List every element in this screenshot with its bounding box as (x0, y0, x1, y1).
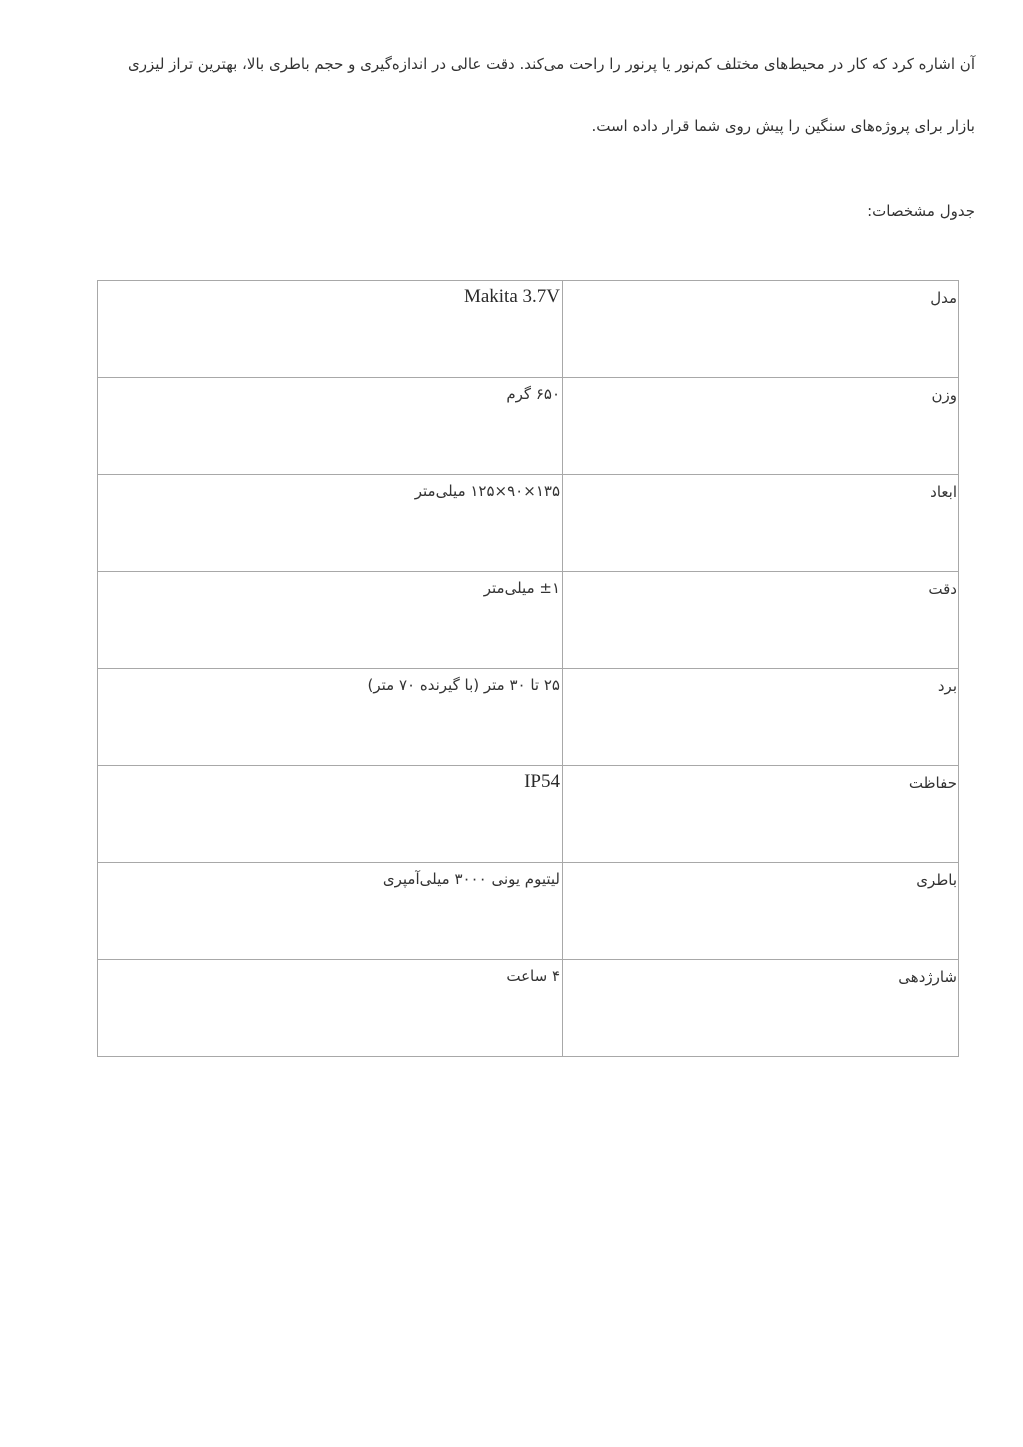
spec-value-dimensions: ۱۳۵×۹۰×۱۲۵ میلی‌متر (98, 475, 563, 572)
spec-value-model (98, 281, 563, 378)
spec-label-model: مدل (563, 281, 959, 378)
table-caption: جدول مشخصات: (867, 202, 975, 220)
specifications-table (97, 280, 959, 1057)
spec-label-weight: وزن (563, 378, 959, 475)
intro-paragraph-line-2: بازار برای پروژه‌های سنگین را پیش روی شما قرار داده است. (591, 117, 975, 135)
spec-value-protection (98, 766, 563, 863)
table-row (98, 766, 959, 863)
spec-value-model-text: Makita 3.7V (463, 286, 560, 307)
spec-value-protection-text: IP54 (524, 771, 560, 792)
table-row (98, 669, 959, 766)
spec-label-charge-time: شارژدهی (563, 960, 959, 1057)
spec-value-weight: ۶۵۰ گرم (98, 378, 563, 475)
spec-label-dimensions: ابعاد (563, 475, 959, 572)
spec-value-battery: لیتیوم یونی ۳۰۰۰ میلی‌آمپری (98, 863, 563, 960)
spec-value-range: ۲۵ تا ۳۰ متر (با گیرنده ۷۰ متر) (98, 669, 563, 766)
intro-paragraph-line-1: آن اشاره کرد که کار در محیط‌های مختلف کم‌نور یا پرنور را راحت می‌کند. دقت عالی در اندازه‌گیری و حجم باطری بالا، بهترین تراز لیزری (128, 55, 975, 73)
spec-label-range: برد (563, 669, 959, 766)
spec-label-protection: حفاظت (563, 766, 959, 863)
table-row (98, 863, 959, 960)
spec-value-accuracy: ±۱ میلی‌متر (98, 572, 563, 669)
table-row (98, 281, 959, 378)
table-row (98, 378, 959, 475)
table-row (98, 960, 959, 1057)
table-row (98, 475, 959, 572)
table-row (98, 572, 959, 669)
spec-label-battery: باطری (563, 863, 959, 960)
spec-label-accuracy: دقت (563, 572, 959, 669)
spec-value-charge-time: ۴ ساعت (98, 960, 563, 1057)
